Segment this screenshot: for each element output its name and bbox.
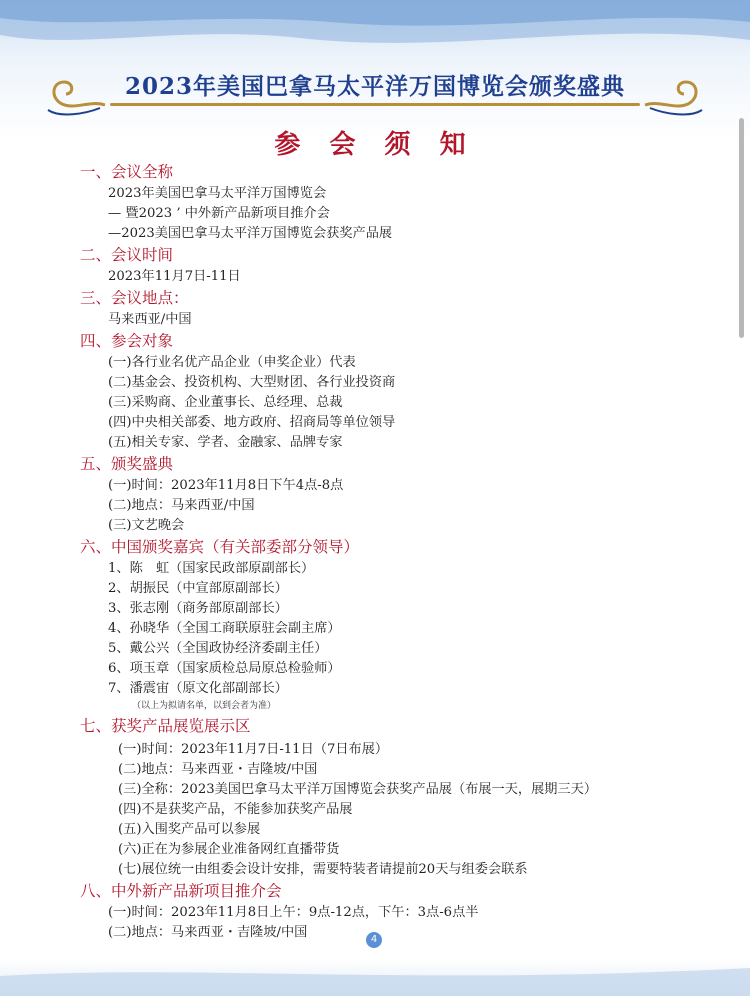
list-item: (六)正在为参展企业准备网红直播带货 — [118, 842, 340, 857]
list-item: (三)文艺晚会 — [108, 518, 185, 533]
page-number-badge: 4 — [366, 932, 382, 948]
list-item: 2、胡振民（中宣部原副部长） — [108, 581, 288, 596]
list-item: 4、孙晓华（全国工商联原驻会副主席） — [108, 621, 341, 636]
list-item: (五)相关专家、学者、金融家、品牌专家 — [108, 435, 343, 450]
list-item: (一)各行业名优产品企业（申奖企业）代表 — [108, 355, 356, 370]
list-item: 2023年美国巴拿马太平洋万国博览会 — [108, 186, 327, 201]
list-item: 2023年11月7日-11日 — [108, 269, 241, 284]
list-item: (三)采购商、企业董事长、总经理、总裁 — [108, 395, 343, 410]
list-item: 5、戴公兴（全国政协经济委副主任） — [108, 641, 328, 656]
list-item: 6、项玉章（国家质检总局原总检验师） — [108, 661, 341, 676]
section-heading: 一、会议全称 — [80, 163, 174, 181]
section-heading: 五、颁奖盛典 — [80, 455, 174, 473]
section-heading: 二、会议时间 — [80, 246, 174, 264]
list-item: (五)入围奖产品可以参展 — [118, 822, 261, 837]
list-item: 马来西亚/中国 — [108, 312, 192, 327]
list-item: (一)时间：2023年11月7日-11日（7日布展） — [118, 742, 389, 757]
header-title: 2023年美国巴拿马太平洋万国博览会颁奖盛典 — [124, 73, 625, 100]
section-heading: 三、会议地点： — [80, 289, 189, 307]
list-item: 3、张志刚（商务部原副部长） — [108, 601, 288, 616]
list-item: (二)地点：马来西亚・吉隆坡/中国 — [118, 762, 318, 777]
note-text: （以上为拟请名单，以到会者为准） — [132, 701, 277, 711]
list-item: (一)时间：2023年11月8日下午4点-8点 — [108, 478, 344, 493]
list-item: —2023美国巴拿马太平洋万国博览会获奖产品展 — [108, 226, 393, 241]
list-item: (二)地点：马来西亚・吉隆坡/中国 — [108, 925, 308, 940]
list-item: (二)地点：马来西亚/中国 — [108, 498, 255, 513]
section-heading: 四、参会对象 — [80, 332, 174, 350]
list-item: (四)中央相关部委、地方政府、招商局等单位领导 — [108, 415, 396, 430]
list-item: (一)时间：2023年11月8日上午：9点-12点，下午：3点-6点半 — [108, 905, 479, 920]
list-item: (二)基金会、投资机构、大型财团、各行业投资商 — [108, 375, 396, 390]
list-item: 7、潘震宙（原文化部副部长） — [108, 681, 288, 696]
list-item: — 暨2023 ’ 中外新产品新项目推介会 — [108, 206, 330, 221]
page-subtitle: 参 会 须 知 — [274, 130, 476, 160]
scrollbar[interactable] — [739, 118, 744, 338]
section-heading: 六、中国颁奖嘉宾（有关部委部分领导） — [80, 538, 360, 556]
footer-wave-decoration — [0, 946, 750, 996]
section-heading: 七、获奖产品展览展示区 — [80, 717, 251, 735]
section-heading: 八、中外新产品新项目推介会 — [80, 882, 282, 900]
header-divider — [110, 103, 640, 106]
list-item: (七)展位统一由组委会设计安排，需要特装者请提前20天与组委会联系 — [118, 862, 528, 877]
header-wave-decoration — [0, 0, 750, 120]
list-item: (四)不是获奖产品，不能参加获奖产品展 — [118, 802, 353, 817]
list-item: (三)全称：2023美国巴拿马太平洋万国博览会获奖产品展（布展一天，展期三天） — [118, 782, 598, 797]
list-item: 1、陈 虹（国家民政部原副部长） — [108, 561, 315, 576]
